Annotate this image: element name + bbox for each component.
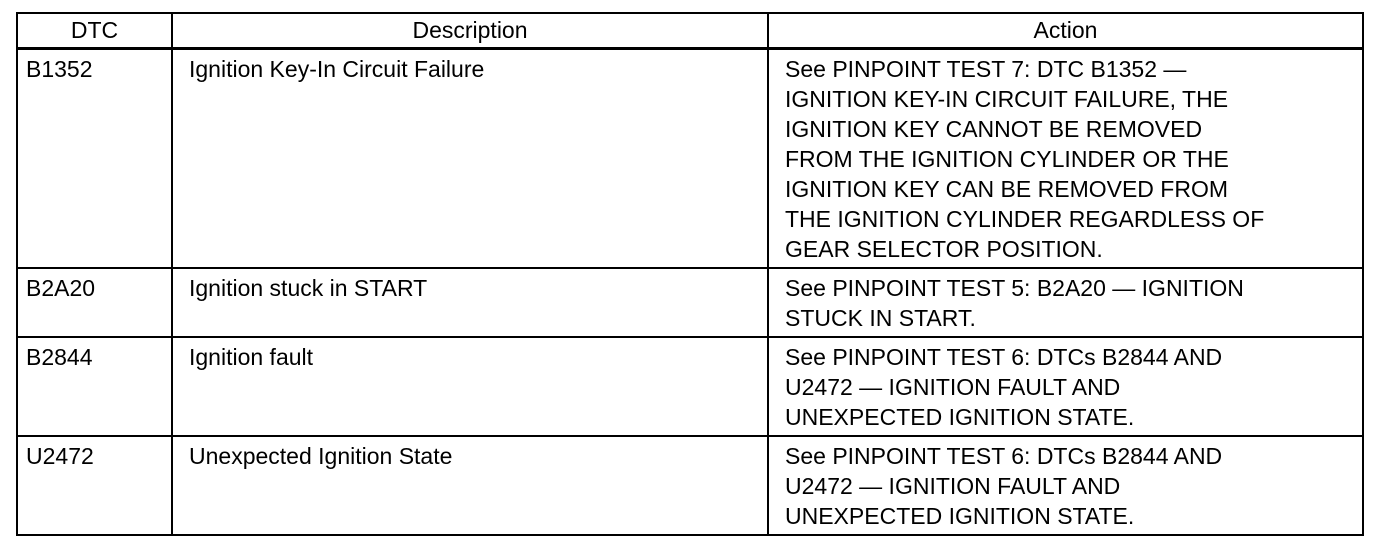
table-row	[17, 337, 1363, 436]
table-row	[17, 268, 1363, 337]
dtc-action	[768, 436, 1363, 535]
dtc-description: Unexpected Ignition State	[172, 436, 768, 535]
action-line: See PINPOINT TEST 7: DTC B1352 —	[785, 56, 1187, 82]
dtc-action	[768, 268, 1363, 337]
table-row	[17, 49, 1363, 269]
dtc-action	[768, 337, 1363, 436]
action-line: See PINPOINT TEST 5: B2A20 — IGNITION	[785, 275, 1244, 301]
action-line: IGNITION KEY CANNOT BE REMOVED	[785, 116, 1203, 142]
dtc-description: Ignition fault	[172, 337, 768, 436]
header-row	[17, 13, 1363, 49]
action-line: THE IGNITION CYLINDER REGARDLESS OF	[785, 206, 1265, 232]
action-line: FROM THE IGNITION CYLINDER OR THE	[785, 146, 1229, 172]
header-description: Description	[172, 13, 768, 49]
action-line: U2472 — IGNITION FAULT AND	[785, 374, 1121, 400]
dtc-action	[768, 49, 1363, 269]
dtc-code: B1352	[17, 49, 172, 269]
table-row	[17, 436, 1363, 535]
action-line: STUCK IN START.	[785, 305, 976, 331]
action-line: UNEXPECTED IGNITION STATE.	[785, 503, 1135, 529]
dtc-code: B2844	[17, 337, 172, 436]
header-dtc: DTC	[17, 13, 172, 49]
dtc-code: B2A20	[17, 268, 172, 337]
action-line: IGNITION KEY-IN CIRCUIT FAILURE, THE	[785, 86, 1229, 112]
action-line: U2472 — IGNITION FAULT AND	[785, 473, 1121, 499]
table-header	[17, 13, 1363, 49]
action-line: See PINPOINT TEST 6: DTCs B2844 AND	[785, 344, 1223, 370]
header-action: Action	[768, 13, 1363, 49]
action-line: IGNITION KEY CAN BE REMOVED FROM	[785, 176, 1229, 202]
action-line: GEAR SELECTOR POSITION.	[785, 236, 1103, 262]
action-line: See PINPOINT TEST 6: DTCs B2844 AND	[785, 443, 1223, 469]
dtc-description: Ignition Key-In Circuit Failure	[172, 49, 768, 269]
dtc-description: Ignition stuck in START	[172, 268, 768, 337]
table-body	[17, 49, 1363, 536]
dtc-table	[16, 12, 1364, 536]
dtc-code: U2472	[17, 436, 172, 535]
action-line: UNEXPECTED IGNITION STATE.	[785, 404, 1135, 430]
